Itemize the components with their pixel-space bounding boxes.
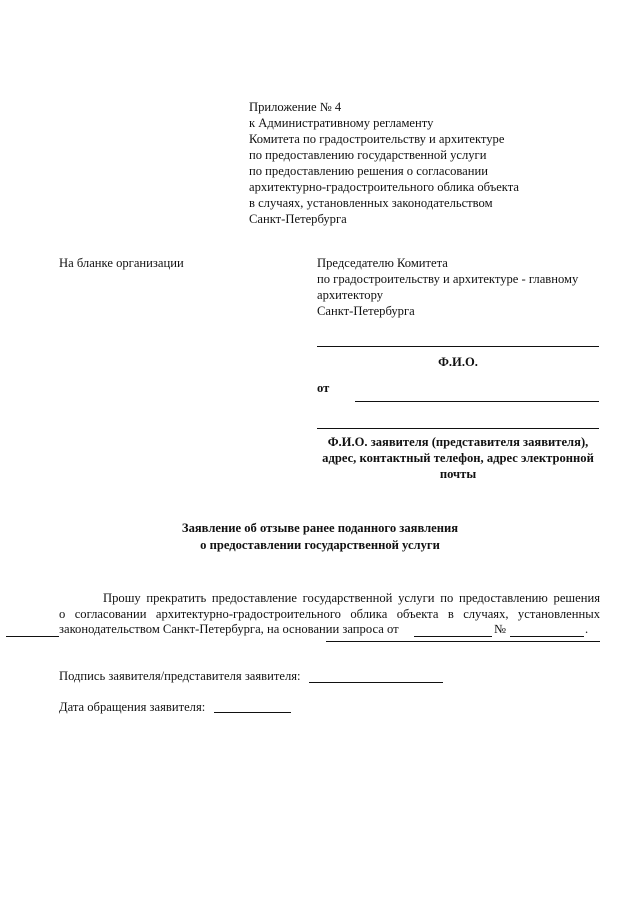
appendix-line: Комитета по градостроительству и архитектуре — [249, 132, 505, 146]
org-blank-label: На бланке организации — [59, 256, 184, 270]
request-number-field[interactable] — [510, 636, 584, 637]
appendix-line: по предоставлению государственной услуги — [249, 148, 487, 162]
fio-underline — [317, 346, 599, 347]
number-sign: № — [494, 622, 507, 636]
appendix-line: архитектурно-градостроительного облика объекта — [249, 180, 520, 194]
appendix-line: к Административному регламенту — [249, 116, 434, 130]
appendix-line: Санкт-Петербурга — [249, 212, 347, 226]
date-label: Дата обращения заявителя: — [59, 700, 206, 714]
body-line: законодательством Санкт-Петербурга, на основании запроса от — [59, 622, 399, 636]
signature-label: Подпись заявителя/представителя заявителя: — [59, 669, 301, 683]
fio-caption: Ф.И.О. — [438, 355, 478, 369]
from-underline — [355, 401, 599, 402]
period: . — [585, 622, 589, 636]
request-date-field[interactable] — [414, 636, 492, 637]
body-line: о согласовании архитектурно-градостроительного облика объекта в случаях, установленных — [59, 607, 600, 621]
addressee-line: Санкт-Петербурга — [317, 304, 415, 318]
appendix-line: по предоставлению решения о согласовании — [249, 164, 488, 178]
addressee-line: по градостроительству и архитектуре - главному — [317, 272, 579, 286]
body-line: Прошу прекратить предоставление государственной услуги по предоставлению решения — [103, 591, 600, 605]
addressee-line: архитектору — [317, 288, 384, 302]
applicant-caption-line: адрес, контактный телефон, адрес электронной — [322, 451, 594, 465]
date-field[interactable] — [214, 712, 291, 713]
signature-field[interactable] — [309, 682, 443, 683]
document-title: Заявление об отзыве ранее поданного заявления — [181, 521, 459, 535]
indent-underline — [6, 636, 59, 637]
applicant-caption-line: почты — [439, 467, 477, 481]
from-label: от — [317, 381, 330, 395]
applicant-caption-line: Ф.И.О. заявителя (представителя заявителя), — [327, 435, 589, 449]
trailing-underline — [326, 641, 600, 642]
applicant-underline — [317, 428, 599, 429]
appendix-title: Приложение № 4 — [249, 100, 342, 114]
appendix-line: в случаях, установленных законодательством — [249, 196, 493, 210]
document-subtitle: о предоставлении государственной услуги — [200, 538, 440, 552]
addressee-line: Председателю Комитета — [317, 256, 448, 270]
